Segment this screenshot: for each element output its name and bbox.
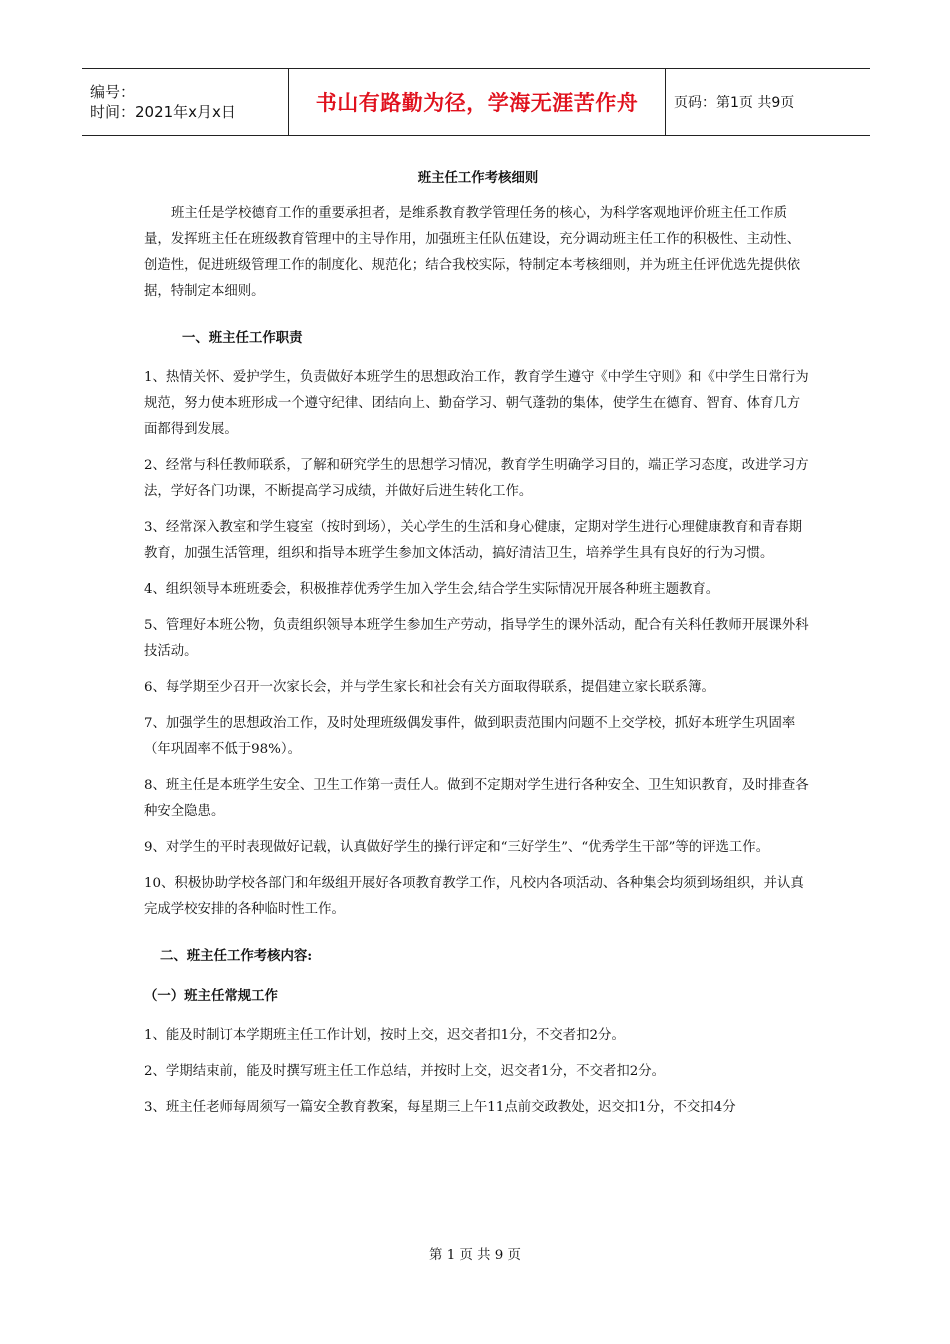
routine-item: 2、学期结束前，能及时撰写班主任工作总结，并按时上交，迟交者1分，不交者扣2分。 [144, 1064, 666, 1079]
header-motto-cell [289, 69, 666, 136]
doc-title: 班主任工作考核细则 [417, 170, 539, 186]
document-header [82, 68, 870, 136]
time-label: 时间：2021年x月x日 [90, 103, 236, 121]
subsection1-heading: （一）班主任常规工作 [144, 988, 278, 1004]
duty-item: 4、组织领导本班班委会，积极推荐优秀学生加入学生会,结合学生实际情况开展各种班主题教育。 [144, 582, 720, 597]
duty-item: 5、管理好本班公物，负责组织领导本班学生参加生产劳动，指导学生的课外活动，配合有关科任教师开展课外科技活动。 [144, 618, 809, 659]
routine-item: 1、能及时制订本学期班主任工作计划，按时上交，迟交者扣1分，不交者扣2分。 [144, 1028, 625, 1043]
motto: 书山有路勤为径，学海无涯苦作舟 [315, 91, 639, 115]
intro-paragraph: 班主任是学校德育工作的重要承担者，是维系教育教学管理任务的核心，为科学客观地评价班主任工作质量，发挥班主任在班级教育管理中的主导作用，加强班主任队伍建设，充分调动班主任工作的积极性、主动性、创造性，促进班级管理工作的制度化、规范化；结合我校实际，特制定本考核细则，并为班主任评优选先提供依据，特制定本细则。 [144, 206, 801, 299]
duty-item: 3、经常深入教室和学生寝室（按时到场），关心学生的生活和身心健康，定期对学生进行心理健康教育和青春期教育，加强生活管理，组织和指导本班学生参加文体活动，搞好清洁卫生，培养学生具有良好的行为习惯。 [144, 520, 802, 561]
duty-item: 1、热情关怀、爱护学生，负责做好本班学生的思想政治工作，教育学生遵守《中学生守则》和《中学生日常行为规范，努力使本班形成一个遵守纪律、团结向上、勤奋学习、朝气蓬勃的集体，使学生在德育、智育、体育几方面都得到发展。 [144, 370, 809, 437]
section1-heading: 一、班主任工作职责 [182, 330, 303, 346]
duty-item: 8、班主任是本班学生安全、卫生工作第一责任人。做到不定期对学生进行各种安全、卫生知识教育，及时排查各种安全隐患。 [144, 778, 809, 819]
duty-item: 10、积极协助学校各部门和年级组开展好各项教育教学工作，凡校内各项活动、各种集会均须到场组织，并认真完成学校安排的各种临时性工作。 [144, 876, 804, 917]
section2-heading: 二、班主任工作考核内容: [160, 948, 313, 964]
routine-item: 3、班主任老师每周须写一篇安全教育教案，每星期三上午11点前交政教处，迟交扣1分，不交扣4分 [144, 1100, 736, 1115]
duty-item: 2、经常与科任教师联系，了解和研究学生的思想学习情况，教育学生明确学习目的，端正学习态度，改进学习方法，学好各门功课，不断提高学习成绩，并做好后进生转化工作。 [144, 458, 809, 499]
duty-item: 6、每学期至少召开一次家长会，并与学生家长和社会有关方面取得联系，提倡建立家长联系簿。 [144, 680, 715, 695]
document-body [144, 165, 812, 1121]
duty-item: 7、加强学生的思想政治工作，及时处理班级偶发事件，做到职责范围内问题不上交学校，抓好本班学生巩固率（年巩固率不低于98%）。 [144, 716, 796, 757]
page-footer: 第 1 页 共 9 页 [429, 1248, 521, 1263]
number-label: 编号： [90, 83, 136, 101]
page-info: 页码：第1页 共9页 [666, 69, 871, 136]
header-meta [82, 69, 289, 136]
duty-item: 9、对学生的平时表现做好记载，认真做好学生的操行评定和“三好学生”、“优秀学生干部”等的评选工作。 [144, 840, 770, 855]
